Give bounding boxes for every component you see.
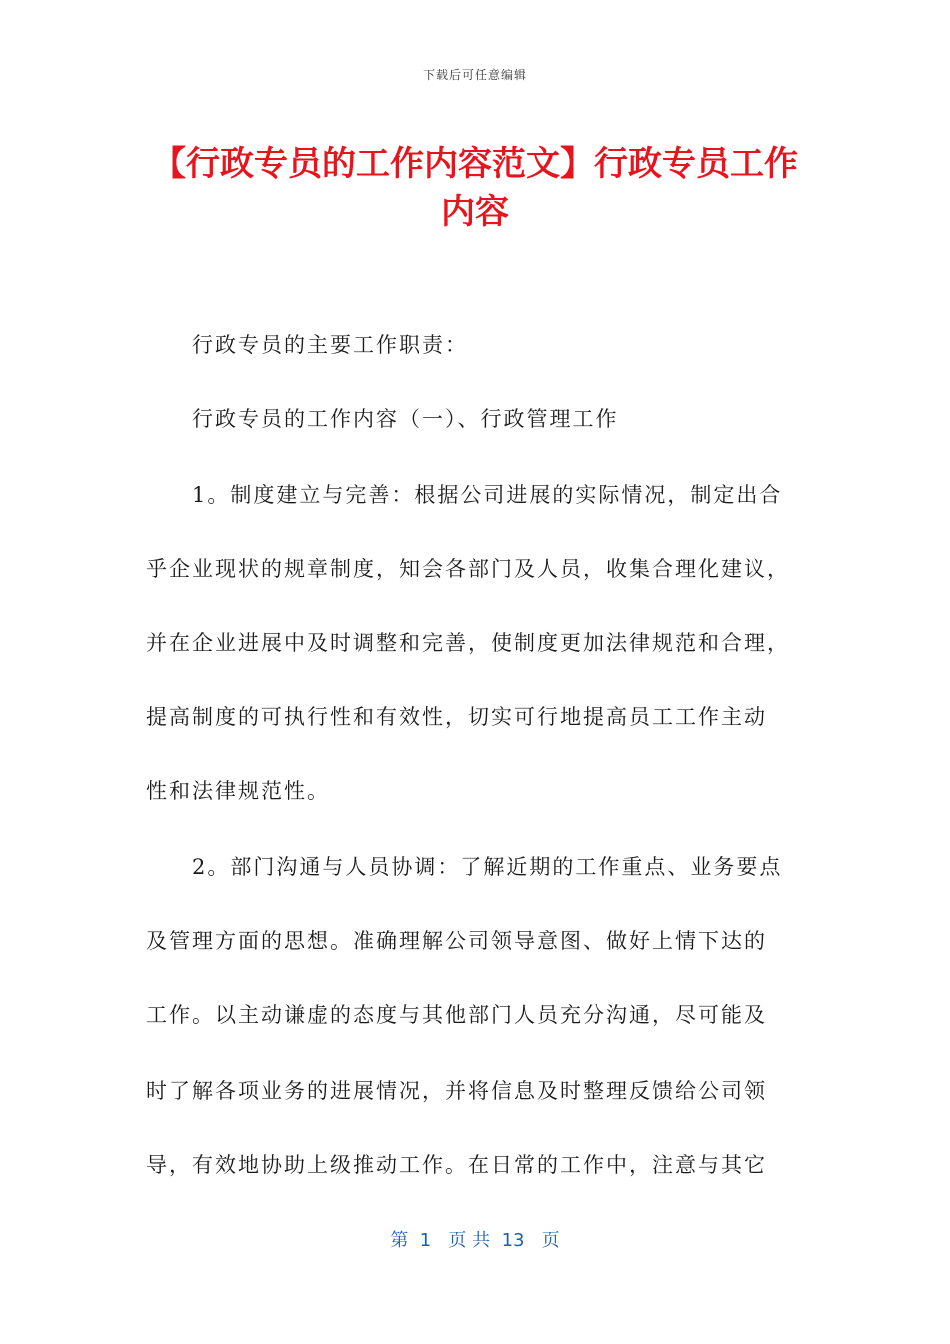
body-line: 乎企业现状的规章制度，知会各部门及人员，收集合理化建议， (146, 557, 790, 581)
body-line: 性和法律规范性。 (146, 779, 330, 803)
body-line: 时了解各项业务的进展情况，并将信息及时整理反馈给公司领 (146, 1079, 767, 1103)
body-line: 行政专员的主要工作职责： (192, 333, 468, 357)
body-line: 并在企业进展中及时调整和完善，使制度更加法律规范和合理， (146, 631, 790, 655)
body-line: 行政专员的工作内容（一）、行政管理工作 (192, 407, 619, 431)
body-line: 提高制度的可执行性和有效性，切实可行地提高员工工作主动 (146, 705, 767, 729)
body-line: 1。制度建立与完善：根据公司进展的实际情况，制定出合 (192, 483, 783, 507)
body-line: 导，有效地协助上级推动工作。在日常的工作中，注意与其它 (146, 1153, 767, 1177)
header-note: 下载后可任意编辑 (422, 68, 527, 82)
document-title: 【行政专员的工作内容范文】行政专员工作内容 (152, 144, 798, 232)
body-line: 及管理方面的思想。准确理解公司领导意图、做好上情下达的 (146, 929, 767, 953)
body-line: 2。部门沟通与人员协调：了解近期的工作重点、业务要点 (192, 855, 783, 879)
page-footer: 第 1 页 共 13 页 (390, 1230, 560, 1251)
body-line: 工作。以主动谦虚的态度与其他部门人员充分沟通，尽可能及 (146, 1003, 767, 1027)
